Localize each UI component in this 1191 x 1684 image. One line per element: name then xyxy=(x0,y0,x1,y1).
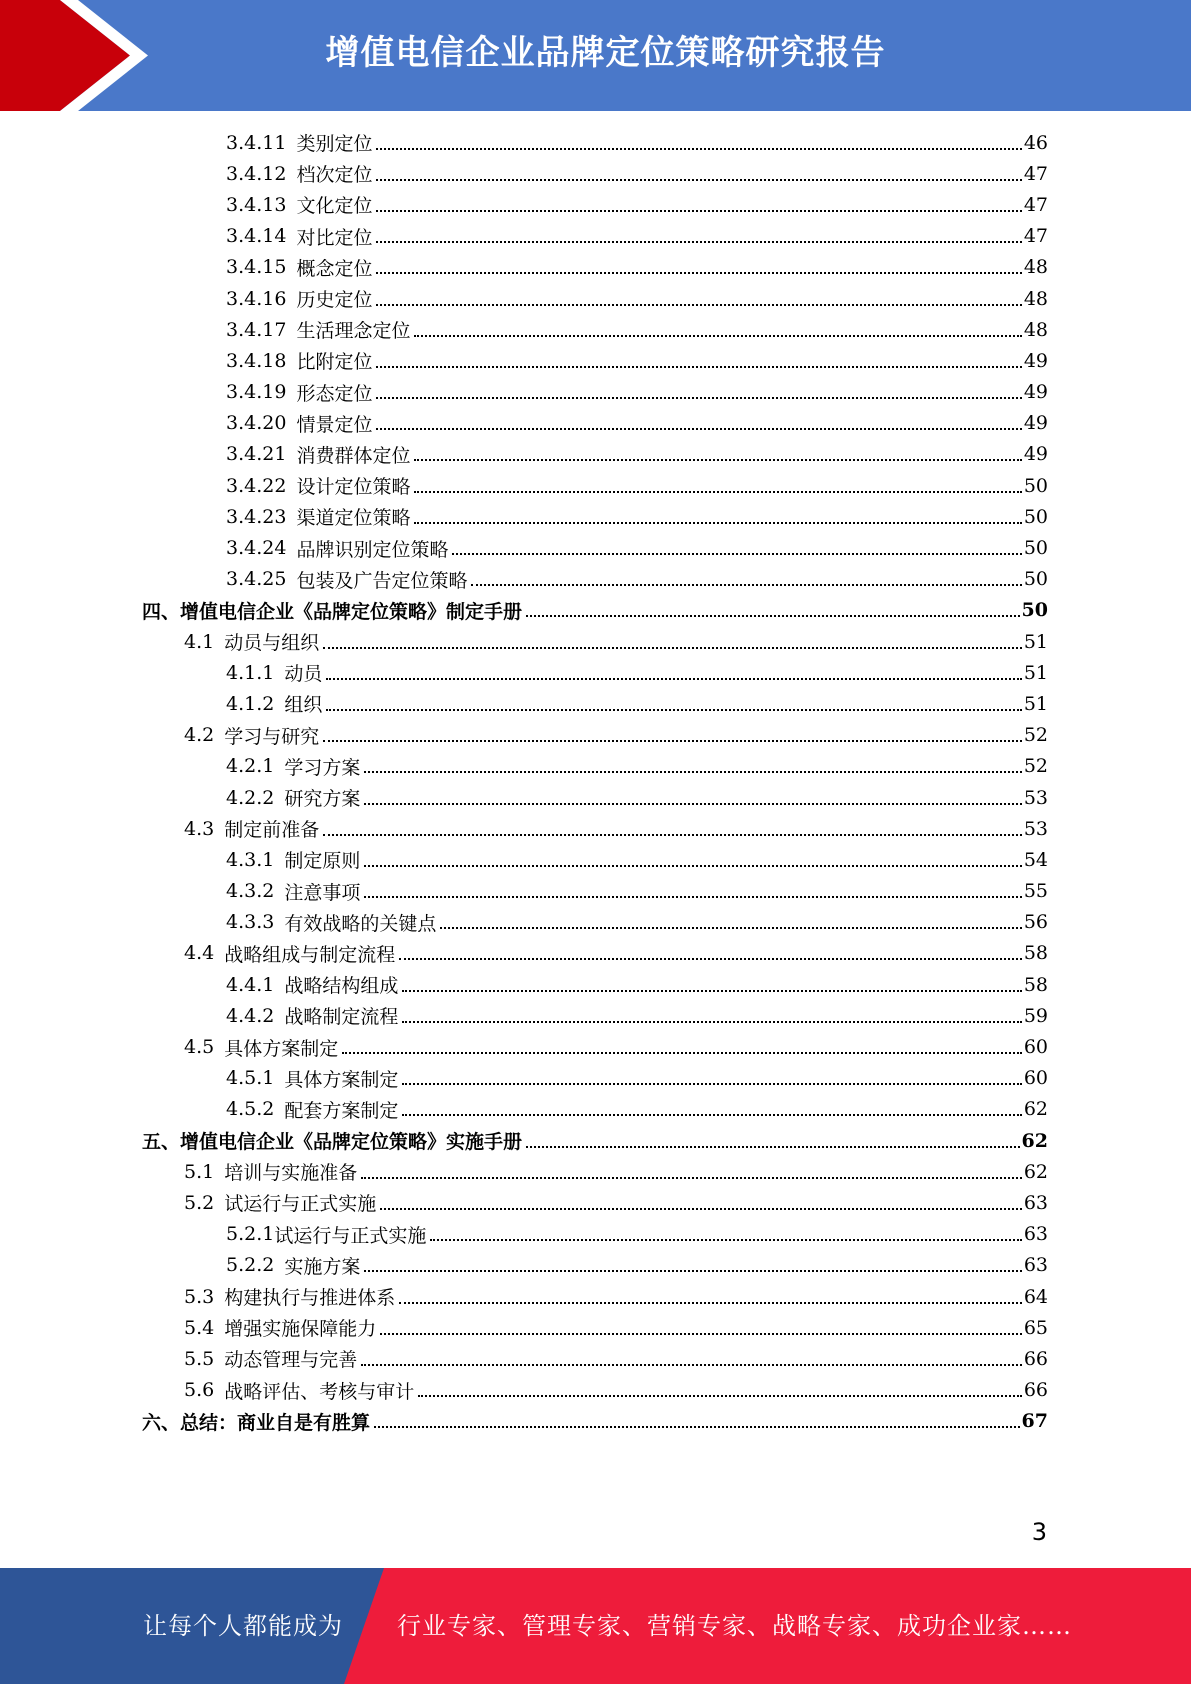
toc-entry-number: 5.2.2 xyxy=(226,1254,275,1277)
toc-entry-page: 60 xyxy=(1023,1036,1048,1059)
toc-dot-leader xyxy=(399,958,1022,960)
toc-entry-page: 58 xyxy=(1023,942,1048,965)
toc-entry-page: 49 xyxy=(1023,443,1048,466)
toc-entry[interactable] xyxy=(0,1250,1191,1281)
toc-entry[interactable] xyxy=(0,470,1191,501)
toc-dot-leader xyxy=(430,1239,1021,1241)
toc-entry-page: 63 xyxy=(1023,1191,1048,1214)
toc-entry[interactable] xyxy=(0,408,1191,439)
toc-entry-page: 53 xyxy=(1023,786,1048,809)
toc-dot-leader xyxy=(414,522,1021,524)
toc-entry-page: 59 xyxy=(1023,1004,1048,1027)
toc-entry-page: 47 xyxy=(1023,225,1048,248)
toc-entry-title: 实施方案 xyxy=(284,1255,361,1278)
toc-entry-page: 51 xyxy=(1023,661,1048,684)
toc-dot-leader xyxy=(526,1146,1020,1148)
toc-entry-number: 5.6 xyxy=(184,1379,215,1402)
toc-entry-page: 49 xyxy=(1023,349,1048,372)
toc-entry-title: 历史定位 xyxy=(296,289,373,312)
toc-entry[interactable] xyxy=(0,1375,1191,1406)
toc-entry[interactable] xyxy=(0,813,1191,844)
toc-dot-leader xyxy=(418,1395,1022,1397)
toc-entry-title: 动员 xyxy=(284,663,323,686)
toc-entry[interactable] xyxy=(0,1219,1191,1250)
toc-dot-leader xyxy=(376,272,1021,274)
toc-entry-number: 3.4.20 xyxy=(226,412,287,435)
toc-dot-leader xyxy=(364,803,1021,805)
toc-dot-leader xyxy=(364,1270,1021,1272)
toc-entry-title: 战略评估、考核与审计 xyxy=(224,1380,415,1403)
toc-entry-title: 概念定位 xyxy=(296,257,373,280)
toc-entry-number: 5.4 xyxy=(184,1316,215,1339)
toc-chapter-entry[interactable] xyxy=(0,1125,1191,1156)
toc-entry-title: 包装及广告定位策略 xyxy=(296,569,468,592)
toc-entry-number: 4.5.1 xyxy=(226,1067,275,1090)
toc-entry-page: 50 xyxy=(1023,568,1048,591)
toc-entry[interactable] xyxy=(0,377,1191,408)
table-of-contents xyxy=(0,127,1191,1437)
toc-entry-number: 4.4.2 xyxy=(226,1004,275,1027)
toc-entry-title: 战略组成与制定流程 xyxy=(224,943,396,966)
toc-entry-title: 六、总结：商业自是有胜算 xyxy=(142,1411,371,1434)
toc-dot-leader xyxy=(323,740,1022,742)
toc-entry-number: 4.3.1 xyxy=(226,848,275,871)
toc-entry-page: 66 xyxy=(1023,1347,1048,1370)
toc-entry-page: 56 xyxy=(1023,911,1048,934)
toc-entry-page: 46 xyxy=(1023,131,1048,154)
toc-entry-page: 50 xyxy=(1021,599,1048,622)
toc-entry[interactable] xyxy=(0,1343,1191,1374)
toc-dot-leader xyxy=(323,834,1022,836)
toc-entry-title: 对比定位 xyxy=(296,226,373,249)
toc-entry-page: 50 xyxy=(1023,474,1048,497)
toc-entry-number: 4.3.3 xyxy=(226,911,275,934)
toc-entry-page: 62 xyxy=(1023,1098,1048,1121)
toc-entry-number: 3.4.19 xyxy=(226,381,287,404)
toc-dot-leader xyxy=(364,865,1021,867)
toc-dot-leader xyxy=(402,1114,1021,1116)
document-title: 增值电信企业品牌定位策略研究报告 xyxy=(325,33,886,73)
toc-entry-title: 制定前准备 xyxy=(224,819,320,842)
toc-chapter-entry[interactable] xyxy=(0,1406,1191,1437)
toc-entry-page: 62 xyxy=(1021,1129,1048,1152)
toc-dot-leader xyxy=(376,179,1021,181)
toc-dot-leader xyxy=(376,304,1021,306)
toc-dot-leader xyxy=(326,709,1021,711)
toc-dot-leader xyxy=(361,1364,1022,1366)
toc-dot-leader xyxy=(364,771,1021,773)
toc-dot-leader xyxy=(376,148,1021,150)
toc-entry-title: 设计定位策略 xyxy=(296,476,411,499)
footer-slogan-right: 行业专家、管理专家、营销专家、战略专家、成功企业家…… xyxy=(397,1612,1072,1640)
toc-entry-page: 51 xyxy=(1023,630,1048,653)
toc-entry-title: 培训与实施准备 xyxy=(224,1162,358,1185)
toc-entry[interactable] xyxy=(0,189,1191,220)
toc-entry[interactable] xyxy=(0,907,1191,938)
toc-entry[interactable] xyxy=(0,1063,1191,1094)
toc-entry[interactable] xyxy=(0,876,1191,907)
toc-entry-page: 52 xyxy=(1023,724,1048,747)
toc-entry-number: 4.2 xyxy=(184,724,215,747)
toc-entry-number: 3.4.23 xyxy=(226,505,287,528)
toc-entry-page: 50 xyxy=(1023,537,1048,560)
toc-entry[interactable] xyxy=(0,751,1191,782)
toc-dot-leader xyxy=(414,335,1021,337)
toc-entry[interactable] xyxy=(0,283,1191,314)
toc-entry-title: 具体方案制定 xyxy=(284,1068,399,1091)
toc-entry-page: 55 xyxy=(1023,880,1048,903)
toc-entry[interactable] xyxy=(0,252,1191,283)
toc-entry-page: 66 xyxy=(1023,1379,1048,1402)
toc-entry-page: 54 xyxy=(1023,848,1048,871)
toc-entry-title: 生活理念定位 xyxy=(296,320,411,343)
toc-entry-title: 战略结构组成 xyxy=(284,975,399,998)
toc-entry[interactable] xyxy=(0,158,1191,189)
toc-entry-title: 五、增值电信企业《品牌定位策略》实施手册 xyxy=(142,1131,523,1154)
toc-dot-leader xyxy=(376,428,1021,430)
toc-entry-title: 配套方案制定 xyxy=(284,1099,399,1122)
toc-dot-leader xyxy=(326,678,1021,680)
toc-entry[interactable] xyxy=(0,314,1191,345)
toc-entry-page: 52 xyxy=(1023,755,1048,778)
toc-entry-number: 4.1 xyxy=(184,630,215,653)
toc-entry-number: 3.4.15 xyxy=(226,256,287,279)
toc-dot-leader xyxy=(376,397,1021,399)
toc-entry-title: 试运行与正式实施 xyxy=(274,1224,427,1247)
toc-dot-leader xyxy=(399,1302,1022,1304)
toc-dot-leader xyxy=(402,1083,1021,1085)
toc-entry-title: 注意事项 xyxy=(284,881,361,904)
toc-entry-number: 4.3 xyxy=(184,817,215,840)
toc-entry-page: 47 xyxy=(1023,193,1048,216)
toc-entry-page: 47 xyxy=(1023,162,1048,185)
toc-entry-title: 形态定位 xyxy=(296,382,373,405)
toc-entry-number: 4.1.2 xyxy=(226,692,275,715)
toc-entry[interactable] xyxy=(0,127,1191,158)
toc-entry[interactable] xyxy=(0,782,1191,813)
toc-entry-page: 60 xyxy=(1023,1067,1048,1090)
toc-dot-leader xyxy=(414,459,1021,461)
toc-entry-title: 学习与研究 xyxy=(224,725,320,748)
toc-entry-number: 3.4.21 xyxy=(226,443,287,466)
toc-dot-leader xyxy=(374,1426,1020,1428)
toc-dot-leader xyxy=(361,1177,1022,1179)
toc-entry[interactable] xyxy=(0,1187,1191,1218)
toc-entry-number: 3.4.22 xyxy=(226,474,287,497)
toc-chapter-entry[interactable] xyxy=(0,595,1191,626)
toc-entry-number: 3.4.18 xyxy=(226,349,287,372)
toc-entry-number: 3.4.16 xyxy=(226,287,287,310)
toc-entry[interactable] xyxy=(0,1156,1191,1187)
toc-entry[interactable] xyxy=(0,1094,1191,1125)
toc-entry-number: 4.2.1 xyxy=(226,755,275,778)
toc-entry-number: 5.1 xyxy=(184,1160,215,1183)
toc-entry-number: 4.1.1 xyxy=(226,661,275,684)
toc-entry-number: 5.3 xyxy=(184,1285,215,1308)
toc-entry[interactable] xyxy=(0,439,1191,470)
toc-dot-leader xyxy=(364,896,1021,898)
toc-entry-title: 消费群体定位 xyxy=(296,444,411,467)
toc-entry-number: 3.4.12 xyxy=(226,162,287,185)
toc-entry-title: 有效战略的关键点 xyxy=(284,912,437,935)
toc-entry-page: 48 xyxy=(1023,318,1048,341)
toc-entry-page: 50 xyxy=(1023,505,1048,528)
toc-entry-title: 文化定位 xyxy=(296,195,373,218)
toc-entry-number: 4.5 xyxy=(184,1036,215,1059)
page-number: 3 xyxy=(1031,1518,1047,1546)
toc-entry-title: 档次定位 xyxy=(296,164,373,187)
toc-entry-title: 构建执行与推进体系 xyxy=(224,1287,396,1310)
toc-entry[interactable] xyxy=(0,1281,1191,1312)
toc-entry-number: 4.2.2 xyxy=(226,786,275,809)
toc-dot-leader xyxy=(414,491,1021,493)
toc-dot-leader xyxy=(526,615,1020,617)
toc-entry-title: 战略制定流程 xyxy=(284,1006,399,1029)
toc-entry-page: 53 xyxy=(1023,817,1048,840)
toc-entry-number: 3.4.14 xyxy=(226,225,287,248)
toc-dot-leader xyxy=(471,584,1021,586)
toc-entry[interactable] xyxy=(0,345,1191,376)
toc-entry[interactable] xyxy=(0,501,1191,532)
toc-entry-page: 67 xyxy=(1021,1410,1048,1433)
toc-dot-leader xyxy=(402,1021,1021,1023)
toc-dot-leader xyxy=(440,927,1021,929)
toc-entry-number: 4.4 xyxy=(184,942,215,965)
toc-entry[interactable] xyxy=(0,657,1191,688)
toc-entry-page: 58 xyxy=(1023,973,1048,996)
toc-entry-title: 组织 xyxy=(284,694,323,717)
toc-entry-title: 研究方案 xyxy=(284,788,361,811)
toc-entry-number: 5.5 xyxy=(184,1347,215,1370)
footer-slogan-left: 让每个人都能成为 xyxy=(143,1612,343,1640)
page-footer xyxy=(0,1568,1191,1684)
toc-entry-page: 49 xyxy=(1023,412,1048,435)
toc-entry-number: 4.4.1 xyxy=(226,973,275,996)
toc-entry-title: 具体方案制定 xyxy=(224,1037,339,1060)
toc-entry-page: 51 xyxy=(1023,692,1048,715)
toc-entry-page: 48 xyxy=(1023,256,1048,279)
toc-dot-leader xyxy=(402,990,1021,992)
toc-dot-leader xyxy=(380,1208,1022,1210)
toc-entry-page: 63 xyxy=(1023,1223,1048,1246)
toc-entry[interactable] xyxy=(0,1031,1191,1062)
toc-entry[interactable] xyxy=(0,564,1191,595)
toc-entry-number: 3.4.17 xyxy=(226,318,287,341)
toc-entry-number: 4.5.2 xyxy=(226,1098,275,1121)
toc-entry-title: 比附定位 xyxy=(296,351,373,374)
toc-entry-number: 3.4.25 xyxy=(226,568,287,591)
toc-dot-leader xyxy=(380,1333,1022,1335)
toc-dot-leader xyxy=(376,241,1021,243)
toc-entry[interactable] xyxy=(0,1312,1191,1343)
toc-dot-leader xyxy=(323,647,1022,649)
toc-dot-leader xyxy=(376,366,1021,368)
toc-entry-title: 渠道定位策略 xyxy=(296,507,411,530)
toc-entry-number: 3.4.11 xyxy=(226,131,287,154)
toc-entry-title: 制定原则 xyxy=(284,850,361,873)
toc-entry[interactable] xyxy=(0,720,1191,751)
toc-entry-number: 5.2 xyxy=(184,1191,215,1214)
toc-entry[interactable] xyxy=(0,969,1191,1000)
toc-entry-number: 3.4.13 xyxy=(226,193,287,216)
toc-entry-number: 4.3.2 xyxy=(226,880,275,903)
toc-entry[interactable] xyxy=(0,938,1191,969)
toc-entry-page: 64 xyxy=(1023,1285,1048,1308)
toc-entry[interactable] xyxy=(0,844,1191,875)
toc-entry-page: 49 xyxy=(1023,381,1048,404)
toc-entry[interactable] xyxy=(0,688,1191,719)
page-header xyxy=(0,0,1191,111)
toc-entry-title: 动员与组织 xyxy=(224,632,320,655)
toc-entry-title: 类别定位 xyxy=(296,133,373,156)
toc-entry-number: 3.4.24 xyxy=(226,537,287,560)
toc-entry-title: 四、增值电信企业《品牌定位策略》制定手册 xyxy=(142,600,523,623)
toc-dot-leader xyxy=(452,553,1021,555)
toc-entry[interactable] xyxy=(0,626,1191,657)
toc-entry-page: 62 xyxy=(1023,1160,1048,1183)
toc-entry[interactable] xyxy=(0,221,1191,252)
toc-entry-title: 增强实施保障能力 xyxy=(224,1318,377,1341)
toc-entry-title: 学习方案 xyxy=(284,756,361,779)
toc-entry-title: 品牌识别定位策略 xyxy=(296,538,449,561)
toc-entry-page: 65 xyxy=(1023,1316,1048,1339)
toc-entry-title: 试运行与正式实施 xyxy=(224,1193,377,1216)
toc-entry-title: 动态管理与完善 xyxy=(224,1349,358,1372)
toc-dot-leader xyxy=(342,1052,1022,1054)
toc-entry[interactable] xyxy=(0,1000,1191,1031)
toc-entry-page: 63 xyxy=(1023,1254,1048,1277)
toc-entry[interactable] xyxy=(0,532,1191,563)
toc-dot-leader xyxy=(376,210,1021,212)
toc-entry-number: 5.2.1 xyxy=(226,1223,275,1246)
toc-entry-page: 48 xyxy=(1023,287,1048,310)
toc-entry-title: 情景定位 xyxy=(296,413,373,436)
